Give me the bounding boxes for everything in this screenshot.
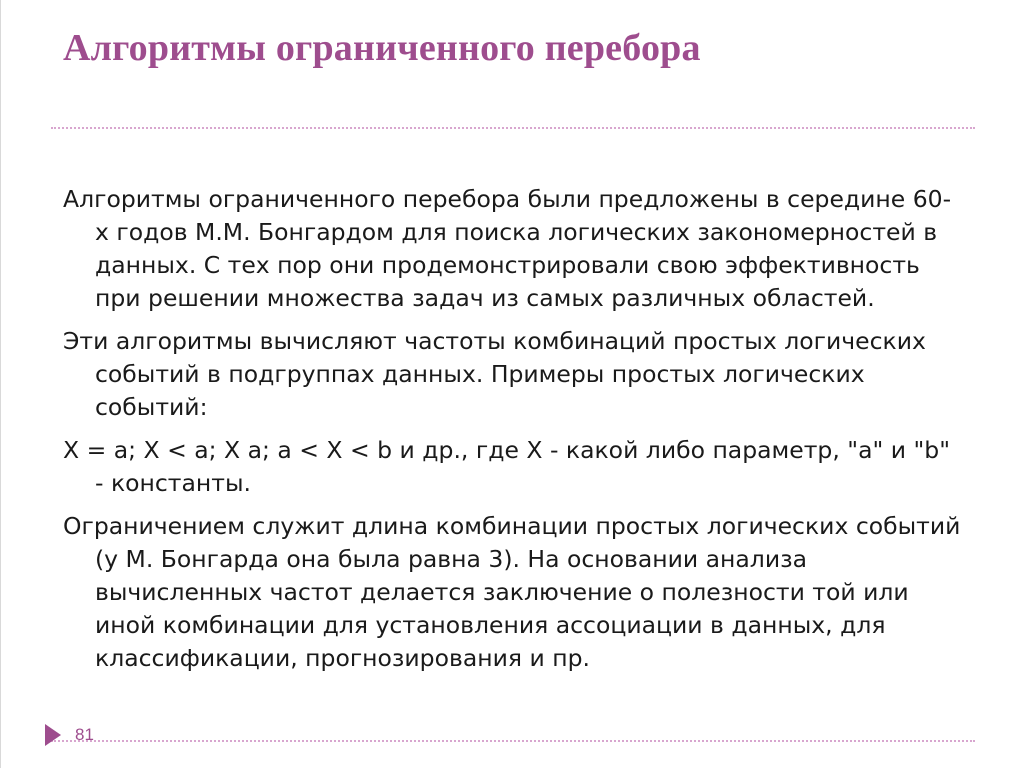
paragraph-intro: Алгоритмы ограниченного перебора были предложены в середине 60-х годов М.М. Бонгардом для поиска логических закономерностей в данных. С тех пор они продемонстрировали свою эффективность при решении множества задач из самых различных областей.: [63, 185, 952, 312]
title-divider: [51, 127, 975, 129]
paragraph-limitation: Ограничением служит длина комбинации простых логических событий (у М. Бонгарда она была равна 3). На основании анализа вычисленных частот делается заключение о полезности той или иной комбинации для установления ассоциации в данных, для классификации, прогнозирования и пр.: [63, 512, 961, 672]
paragraph-frequencies: Эти алгоритмы вычисляют частоты комбинаций простых логических событий в подгруппах данных. Примеры простых логических событий:: [63, 327, 926, 421]
paragraph-examples: X = a; X < a; X a; a < X < b и др., где X - какой либо параметр, "a" и "b" - константы.: [63, 436, 951, 497]
play-arrow-icon: [45, 724, 61, 746]
footer: [45, 720, 94, 750]
slide-body: [63, 183, 963, 685]
page-number: 81: [75, 725, 94, 744]
slide-title: Алгоритмы ограниченного перебора: [63, 27, 701, 69]
footer-divider: [51, 740, 975, 742]
